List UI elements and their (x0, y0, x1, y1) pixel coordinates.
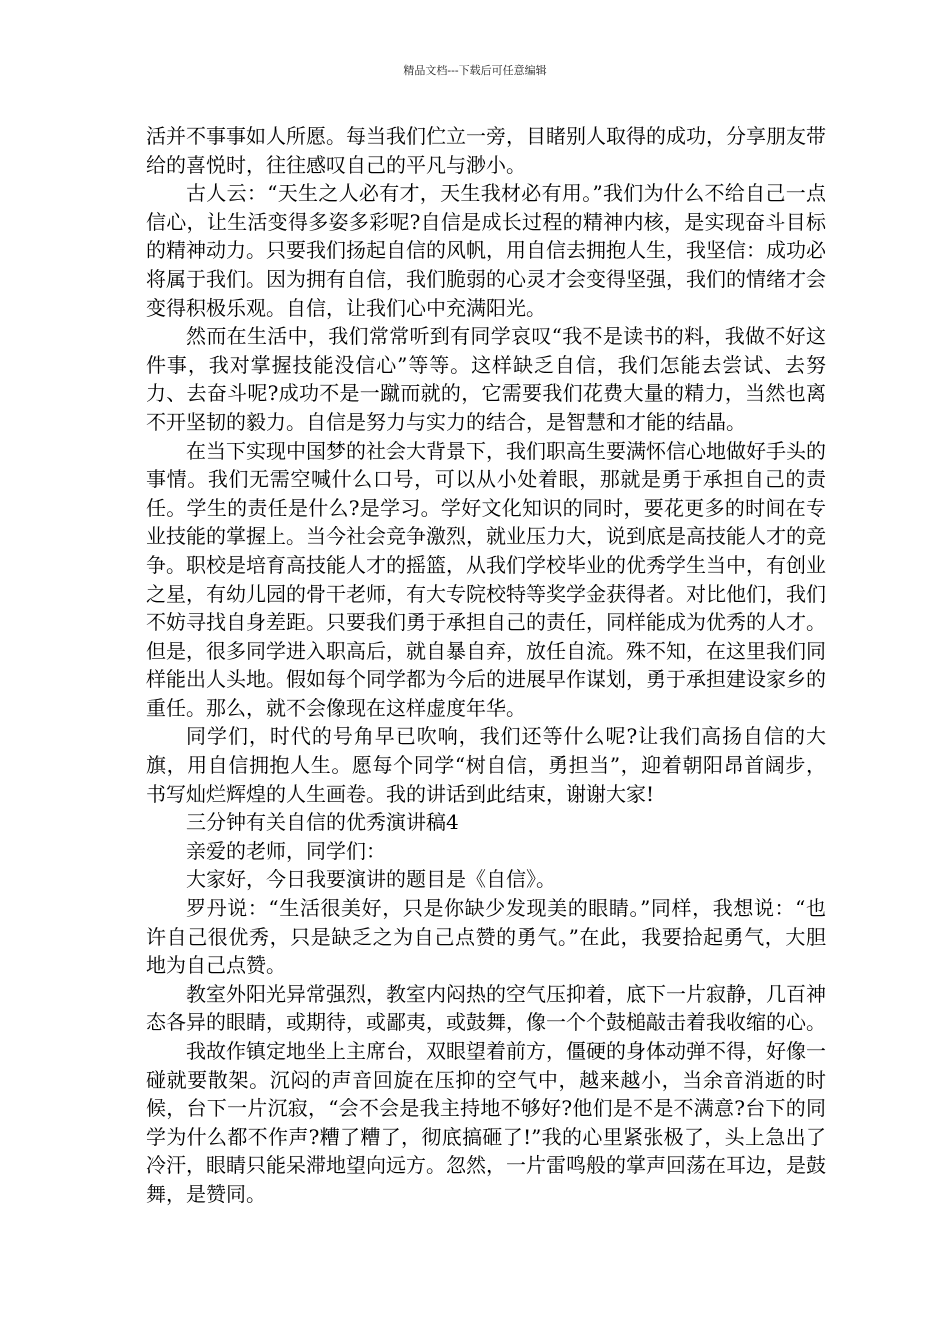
paragraph: 活并不事事如人所愿。每当我们伫立一旁，目睹别人取得的成功，分享朋友带给的喜悦时，往往感叹自己的平凡与渺小。 (146, 124, 826, 177)
paragraph: 罗丹说：“生活很美好，只是你缺少发现美的眼睛。”同样，我想说：“也许自己很优秀，只是缺乏之为自己点赞的勇气。”在此，我要拾起勇气，大胆地为自己点赞。 (146, 896, 826, 978)
salutation: 亲爱的老师，同学们： (186, 838, 386, 863)
paragraph: 然而在生活中，我们常常听到有同学哀叹“我不是读书的料，我做不好这件事，我对掌握技能没信心”等等。这样缺乏自信，我们怎能去尝试、去努力、去奋斗呢?成功不是一蹴而就的，它需要我们花费大量的精力，当然也离不开坚韧的毅力。自信是努力与实力的结合，是智慧和才能的结晶。 (146, 324, 826, 434)
paragraph: 古人云：“天生之人必有才，天生我材必有用。”我们为什么不给自己一点信心，让生活变得多姿多彩呢?自信是成长过程的精神内核，是实现奋斗目标的精神动力。只要我们扬起自信的风帆，用自信去拥抱人生，我坚信：成功必将属于我们。因为拥有自信，我们脆弱的心灵才会变得坚强，我们的情绪才会变得积极乐观。自信，让我们心中充满阳光。 (146, 181, 826, 320)
paragraph: 大家好，今日我要演讲的题目是《自信》。 (186, 867, 556, 892)
paragraph: 教室外阳光异常强烈，教室内闷热的空气压抑着，底下一片寂静，几百神态各异的眼睛，或期待，或鄙夷，或鼓舞，像一个个鼓槌敲击着我收缩的心。 (146, 981, 826, 1035)
paragraph: 在当下实现中国梦的社会大背景下，我们职高生要满怀信心地做好手头的事情。我们无需空喊什么口号，可以从小处着眼，那就是勇于承担自己的责任。学生的责任是什么?是学习。学好文化知识的同时，要花更多的时间在专业技能的掌握上。当今社会竞争激烈，就业压力大，说到底是高技能人才的竞争。职校是培育高技能人才的摇篮，从我们学校毕业的优秀学生当中，有创业之星，有幼儿园的骨干老师，有大专院校特等奖学金获得者。对比他们，我们不妨寻找自身差距。只要我们勇于承担自己的责任，同样能成为优秀的人才。但是，很多同学进入职高后，就自暴自弃，放任自流。殊不知，在这里我们同样能出人头地。假如每个同学都为今后的进展早作谋划，勇于承担建设家乡的重任。那么，就不会像现在这样虚度年华。 (146, 438, 826, 720)
page-header: 精品文档---下载后可任意编辑 (403, 64, 547, 77)
paragraph: 同学们，时代的号角早已吹响，我们还等什么呢?让我们高扬自信的大旗，用自信拥抱人生。愿每个同学“树自信，勇担当”，迎着朝阳昂首阔步，书写灿烂辉煌的人生画卷。我的讲话到此结束，谢谢大家! (146, 724, 826, 806)
section-title: 三分钟有关自信的优秀演讲稿4 (186, 810, 459, 835)
document-body (146, 122, 826, 1209)
paragraph: 我故作镇定地坐上主席台，双眼望着前方，僵硬的身体动弹不得，好像一碰就要散架。沉闷的声音回旋在压抑的空气中，越来越小，当余音消逝的时候，台下一片沉寂，“会不会是我主持地不够好?他们是不是不满意?台下的同学为什么都不作声?糟了糟了，彻底搞砸了!”我的心里紧张极了，头上急出了冷汗，眼睛只能呆滞地望向远方。忽然，一片雷鸣般的掌声回荡在耳边，是鼓舞，是赞同。 (146, 1039, 826, 1206)
